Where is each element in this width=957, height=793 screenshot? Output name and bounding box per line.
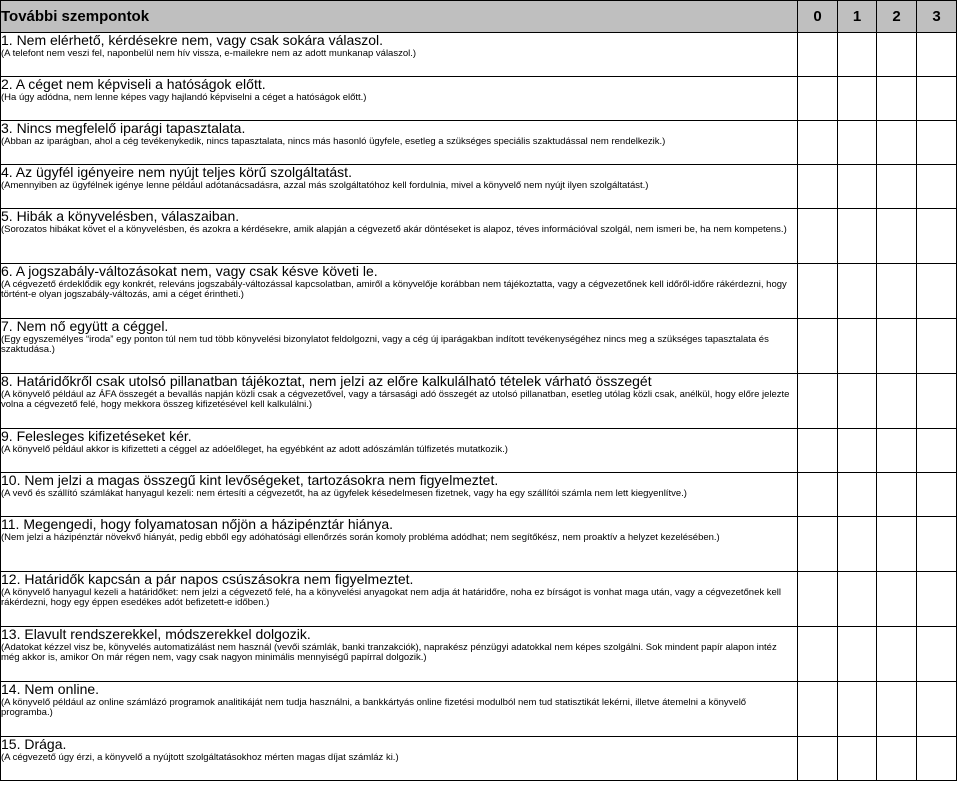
score-cell-2[interactable] [877,33,917,77]
score-cell-0[interactable] [798,737,838,781]
table-row [1,33,957,77]
criterion-note: (A cégvezető érdeklődik egy konkrét, releváns jogszabály-változással kapcsolatban, amiről a könyvelője korábban nem tájékoztatta, vagy a cégvezetőnek kell időről-időre rákérdezni, hogy történt-e olyan jogszabály-változás, ami a céget érintheti.) [1,278,787,300]
criterion-title: 6. A jogszabály-változásokat nem, vagy csak késve követi le. [1,263,378,279]
score-cell-1[interactable] [838,319,877,374]
table-row [1,627,957,682]
criterion-cell [1,77,798,121]
criterion-note: (Adatokat kézzel visz be, könyvelés automatizálást nem használ (vevői számlák, banki tranzakciók), naprakész pénzügyi adatokkal nem képes szolgálni. Sok mindent papír alapon intéz még akkor is, amikor On már régen nem, vagy csak nagyon minimális mennyiségű papírral dolgozik.) [1,641,777,663]
table-row [1,737,957,781]
criterion-cell [1,517,798,572]
criterion-note: (A könyvelő például akkor is kifizetteti a céggel az adóelőleget, ha egyébként az adott adószámlán túlfizetés mutatkozik.) [1,443,508,455]
score-cell-1[interactable] [838,473,877,517]
score-cell-0[interactable] [798,627,838,682]
table-row [1,165,957,209]
score-cell-2[interactable] [877,374,917,429]
score-cell-3[interactable] [917,77,957,121]
table-row [1,682,957,737]
score-cell-3[interactable] [917,121,957,165]
header-score-2: 2 [877,1,917,33]
score-cell-2[interactable] [877,165,917,209]
score-cell-1[interactable] [838,737,877,781]
score-cell-0[interactable] [798,33,838,77]
criterion-title: 11. Megengedi, hogy folyamatosan nőjön a házipénztár hiánya. [1,516,394,532]
criterion-note: (A vevő és szállító számlákat hanyagul kezeli: nem értesíti a cégvezetőt, ha az ügyfelek késedelmesen fizetnek, vagy ha egy szállítói számla nem lett kiegyenlítve.) [1,487,687,499]
score-cell-1[interactable] [838,121,877,165]
criterion-cell [1,33,798,77]
criterion-title: 2. A céget nem képviseli a hatóságok előtt. [1,76,266,92]
table-row [1,429,957,473]
table-row [1,209,957,264]
criterion-note: (A könyvelő például az ÁFA összegét a bevallás napján közli csak a cégvezetővel, vagy a társasági adó összegét az utolsó pillanatban, esetleg utólag közli csak, anélkül, hogy előre jelezte volna a cégvezető felé, hogy mekkora összeg kifizetésével kell kalkulálni.) [1,388,790,410]
criterion-title: 5. Hibák a könyvelésben, válaszaiban. [1,208,240,224]
score-cell-1[interactable] [838,682,877,737]
header-title: További szempontok [1,1,798,33]
criterion-cell [1,737,798,781]
score-cell-1[interactable] [838,627,877,682]
score-cell-3[interactable] [917,165,957,209]
criterion-note: (A könyvelő például az online számlázó programok analitikáját nem tudja használni, a bankkártyás online fizetési modulból nem tud statisztikát lekérni, illetve átemelni a könyvelő programba.) [1,696,747,718]
score-cell-3[interactable] [917,682,957,737]
criterion-note: (Amennyiben az ügyfélnek igénye lenne például adótanácsadásra, azzal más szolgáltatóhoz kell fordulnia, mivel a könyvelő nem nyújt ilyen szolgáltatást.) [1,179,649,191]
score-cell-2[interactable] [877,627,917,682]
criterion-note: (A könyvelő hanyagul kezeli a határidőket: nem jelzi a cégvezető felé, ha a könyvelési anyagokat nem adja át határidőre, noha ez bírságot is vonhat maga után, vagy a cégvezetőnek kell rákérdezni, hogy egy éppen esedékes adót befizetett-e időben.) [1,586,782,608]
score-cell-1[interactable] [838,374,877,429]
score-cell-0[interactable] [798,209,838,264]
score-cell-2[interactable] [877,473,917,517]
criterion-cell [1,319,798,374]
score-cell-1[interactable] [838,165,877,209]
criterion-note: (A cégvezető úgy érzi, a könyvelő a nyújtott szolgáltatásokhoz mérten magas díjat számláz ki.) [1,751,399,763]
criterion-cell [1,121,798,165]
score-cell-0[interactable] [798,374,838,429]
table-row [1,121,957,165]
criterion-title: 1. Nem elérhető, kérdésekre nem, vagy csak sokára válaszol. [1,32,384,48]
criterion-cell [1,165,798,209]
criterion-note: (Ha úgy adódna, nem lenne képes vagy hajlandó képviselni a céget a hatóságok előtt.) [1,91,367,103]
score-cell-0[interactable] [798,165,838,209]
header-score-0: 0 [798,1,838,33]
score-cell-0[interactable] [798,517,838,572]
score-cell-3[interactable] [917,374,957,429]
criterion-cell [1,429,798,473]
score-cell-2[interactable] [877,264,917,319]
score-cell-1[interactable] [838,264,877,319]
criterion-title: 4. Az ügyfél igényeire nem nyújt teljes körű szolgáltatást. [1,164,352,180]
criterion-title: 14. Nem online. [1,681,100,697]
header-score-1: 1 [838,1,877,33]
score-cell-0[interactable] [798,429,838,473]
criterion-title: 9. Felesleges kifizetéseket kér. [1,428,192,444]
score-cell-2[interactable] [877,209,917,264]
score-cell-3[interactable] [917,319,957,374]
criterion-cell [1,209,798,264]
criterion-cell [1,374,798,429]
score-cell-0[interactable] [798,572,838,627]
score-cell-3[interactable] [917,572,957,627]
criterion-title: 10. Nem jelzi a magas összegű kint levőségeket, tartozásokra nem figyelmeztet. [1,472,499,488]
score-cell-1[interactable] [838,33,877,77]
score-cell-2[interactable] [877,319,917,374]
criterion-cell [1,682,798,737]
criterion-note: (A telefont nem veszi fel, naponbelül nem hív vissza, e-mailekre nem az adott munkanap válaszol.) [1,47,417,59]
score-cell-3[interactable] [917,429,957,473]
criterion-title: 12. Határidők kapcsán a pár napos csúszásokra nem figyelmeztet. [1,571,414,587]
header-row [1,1,957,33]
score-cell-1[interactable] [838,517,877,572]
score-cell-1[interactable] [838,429,877,473]
score-cell-0[interactable] [798,319,838,374]
table-row [1,374,957,429]
score-cell-0[interactable] [798,77,838,121]
table-row [1,77,957,121]
criterion-note: (Sorozatos hibákat követ el a könyvelésben, és azokra a kérdésekre, amik alapján a cégvezető akár döntéseket is alapoz, téves információval szolgál, nem ismeri be, ha nem kompetens.) [1,223,787,235]
score-cell-0[interactable] [798,473,838,517]
criterion-note: (Abban az iparágban, ahol a cég tevékenykedik, nincs tapasztalata, nincs más hasonló ügyfele, esetleg a szükséges speciális szaktudással nem rendelkezik.) [1,135,666,147]
criterion-cell [1,572,798,627]
score-cell-0[interactable] [798,682,838,737]
header-score-3: 3 [917,1,957,33]
score-cell-0[interactable] [798,264,838,319]
score-cell-3[interactable] [917,517,957,572]
criterion-title: 8. Határidőkről csak utolsó pillanatban tájékoztat, nem jelzi az előre kalkulálható tételek várható összegét [1,373,652,389]
score-cell-3[interactable] [917,209,957,264]
score-cell-3[interactable] [917,627,957,682]
criterion-title: 13. Elavult rendszerekkel, módszerekkel dolgozik. [1,626,311,642]
score-cell-3[interactable] [917,33,957,77]
score-cell-2[interactable] [877,517,917,572]
score-cell-3[interactable] [917,473,957,517]
score-cell-1[interactable] [838,77,877,121]
table-row [1,517,957,572]
score-cell-2[interactable] [877,682,917,737]
table-row [1,473,957,517]
table-row [1,572,957,627]
score-cell-3[interactable] [917,264,957,319]
criterion-title: 15. Drága. [1,736,67,752]
score-cell-2[interactable] [877,77,917,121]
score-cell-3[interactable] [917,737,957,781]
table-row [1,264,957,319]
score-cell-2[interactable] [877,121,917,165]
score-cell-1[interactable] [838,209,877,264]
score-cell-2[interactable] [877,572,917,627]
criterion-cell [1,473,798,517]
criterion-note: (Nem jelzi a házipénztár növekvő hiányát, pedig ebből egy adóhatósági ellenőrzés során komoly probléma adódhat; nem segítőkész, nem proaktív a helyzet kezelésében.) [1,531,720,543]
criterion-cell [1,264,798,319]
score-cell-2[interactable] [877,429,917,473]
criterion-note: (Egy egyszemélyes “iroda” egy ponton túl nem tud több könyvelési bizonylatot feldolgozni, vagy a cég új iparágakban indított tevékenységéhez nincs meg a szükséges tapasztalata és szaktudása.) [1,333,769,355]
score-cell-2[interactable] [877,737,917,781]
score-cell-0[interactable] [798,121,838,165]
criterion-cell [1,627,798,682]
criterion-title: 3. Nincs megfelelő iparági tapasztalata. [1,120,246,136]
score-cell-1[interactable] [838,572,877,627]
table-row [1,319,957,374]
criterion-title: 7. Nem nő együtt a céggel. [1,318,169,334]
